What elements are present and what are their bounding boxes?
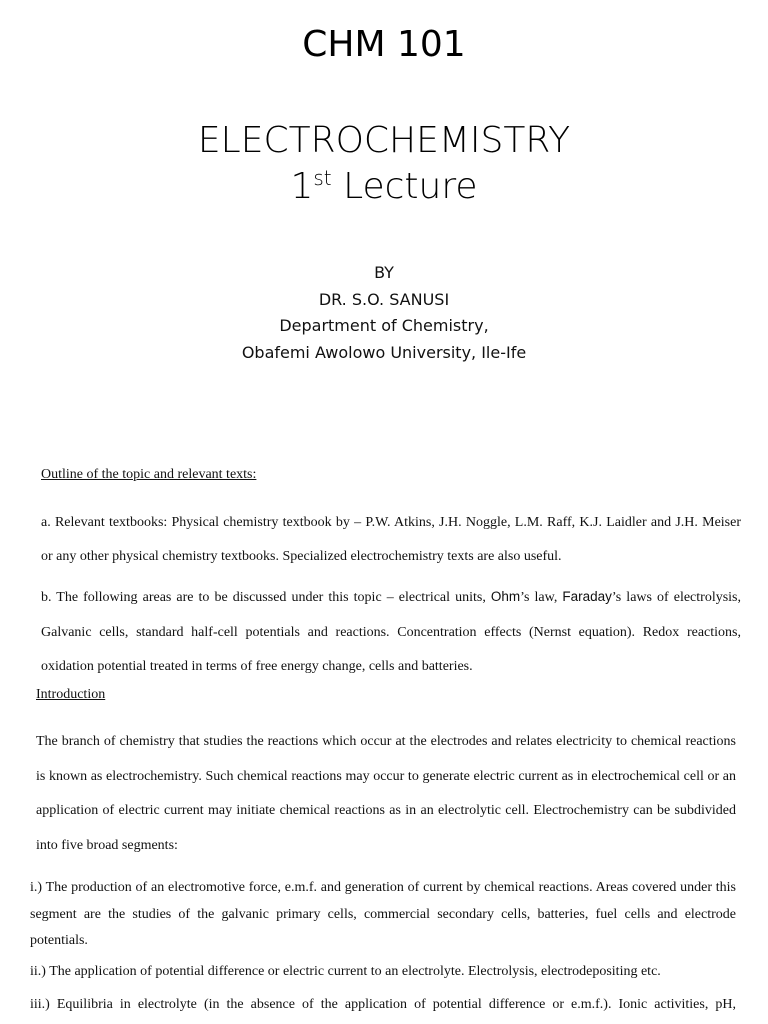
title-line: ELECTROCHEMISTRY [197, 120, 571, 161]
byline [0, 260, 768, 366]
lecture-number: 1 [290, 166, 314, 207]
introduction-paragraph: The branch of chemistry that studies the reactions which occur at the electrodes and relates electricity to chemical reactions is known as electrochemistry. Such chemical reactions may occur to generate electric current as in electrochemical cell or an application of electric current may initiate chemical reactions as in an electrolytic cell. Electrochemistry can be subdivided into five broad segments: [36, 734, 736, 853]
department: Department of Chemistry, [279, 316, 489, 335]
segment-item: iii.) Equilibria in electrolyte (in the absence of the application of potential difference or e.m.f.). Ionic activities, pH, [30, 997, 736, 1012]
byline-by: BY [374, 263, 394, 282]
lecture-line [0, 164, 768, 210]
lecture-title [0, 118, 768, 210]
outline-item-a: a. Relevant textbooks: Physical chemistry textbook by – P.W. Atkins, J.H. Noggle, L.M. Raff, K.J. Laidler and J.H. Meiser or any other physical chemistry textbooks. Specialized electrochemistry texts are also useful. [41, 515, 741, 564]
outline-item-b [41, 580, 741, 685]
author-name: DR. S.O. SANUSI [318, 289, 450, 309]
segment-item: ii.) The application of potential difference or electric current to an electrolyte. Electrolysis, electrodepositing etc. [30, 964, 661, 979]
outline-item-b-text: b. The following areas are to be discussed under this topic – electrical units, [41, 590, 491, 605]
lecture-suffix: st [313, 166, 332, 190]
course-code: CHM 101 [302, 24, 466, 65]
university: Obafemi Awolowo University, Ile-Ife [241, 342, 527, 362]
faraday-word: Faraday [562, 589, 612, 604]
ohm-word: Ohm [490, 589, 521, 604]
introduction-heading: Introduction [36, 687, 106, 702]
outline-item-b-text: ’s laws of electrolysis, Galvanic cells, standard half-cell potentials and reactions. Concentration effects (Nernst equation). Redox reactions, oxidation potential treated in terms of free energy change, cells and batteries. [41, 590, 741, 674]
lecture-word: Lecture [331, 166, 478, 207]
outline-item-b-text: ’s law, [520, 590, 563, 605]
segment-item: i.) The production of an electromotive force, e.m.f. and generation of current by chemical reactions. Areas covered under this segment are the studies of the galvanic primary cells, commercial secondary cells, batteries, fuel cells and electrode potentials. [30, 880, 736, 948]
outline-heading: Outline of the topic and relevant texts: [41, 467, 257, 482]
